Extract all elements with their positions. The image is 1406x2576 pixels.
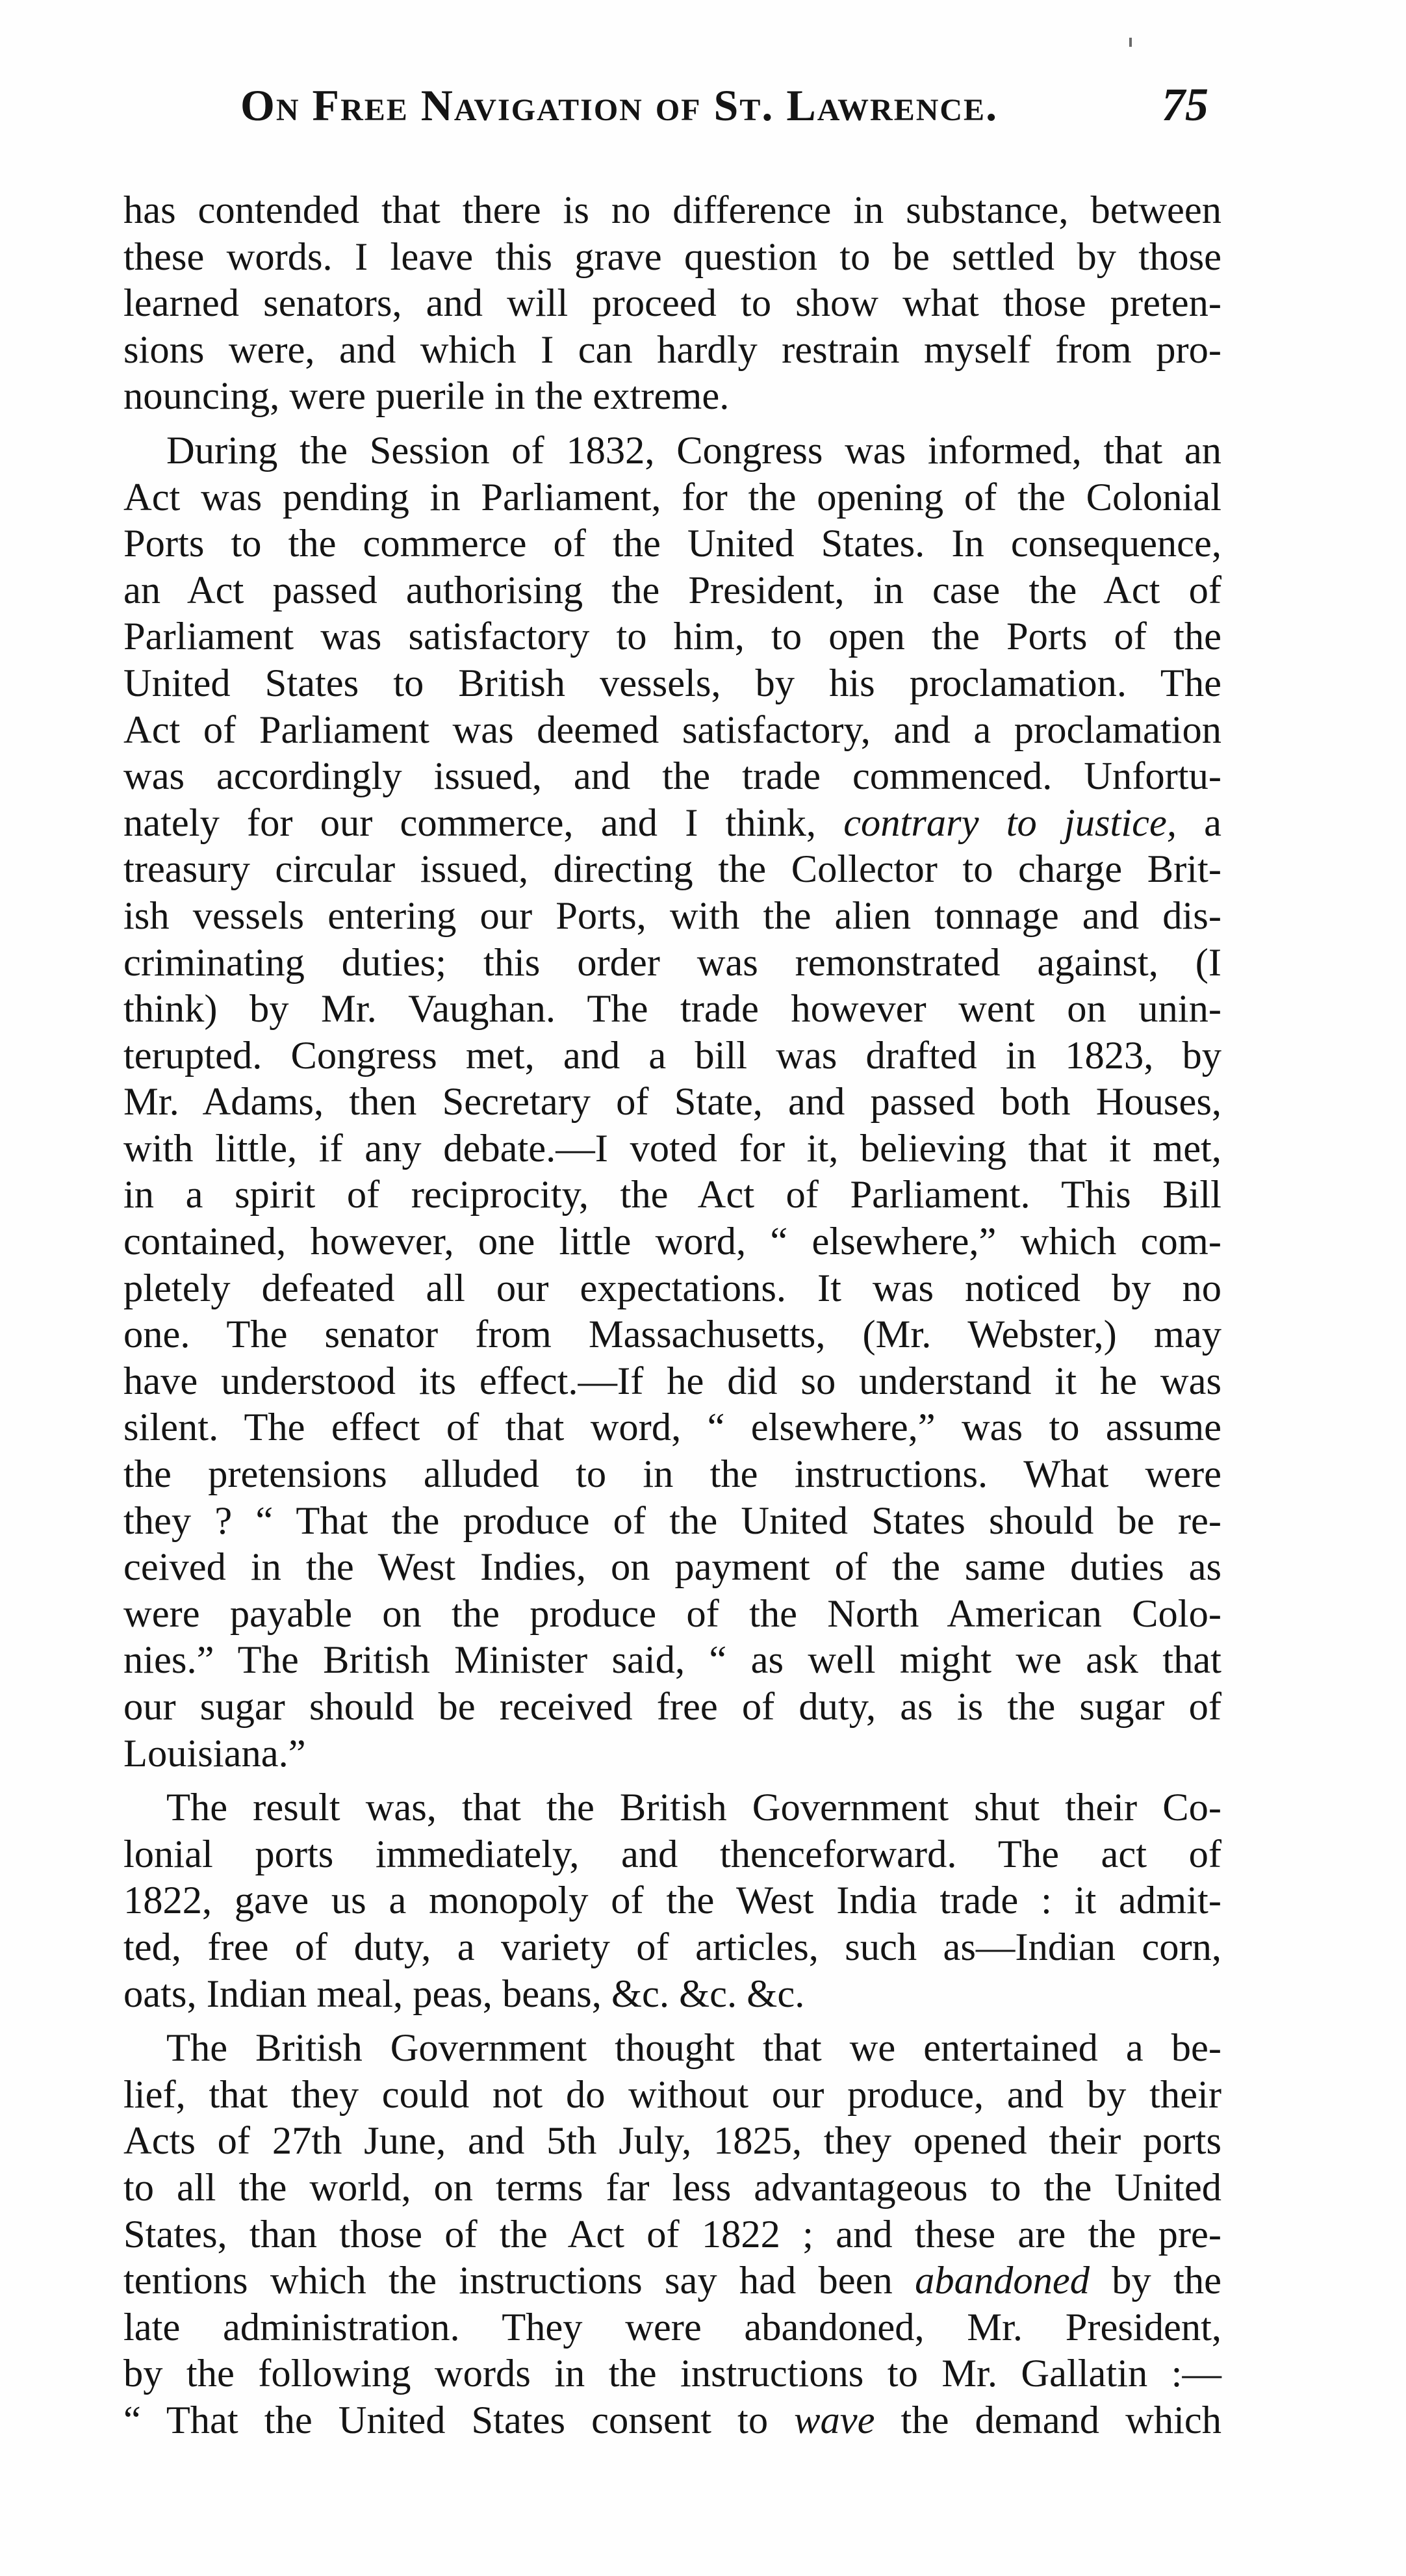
body-text (123, 187, 1221, 2452)
text-line: these words. I leave this grave question to be settled by those (123, 235, 1221, 279)
text-line: with little, if any debate.—I voted for it, believing that it met, (123, 1126, 1221, 1170)
text-line: late administration. They were abandoned, Mr. President, (123, 2305, 1221, 2349)
text-line-with-emphasis (123, 2397, 1221, 2444)
text-line-with-emphasis (123, 800, 1221, 847)
text-line: oats, Indian meal, peas, beans, &c. &c. &c. (123, 1972, 805, 2016)
text-line: was accordingly issued, and the trade commenced. Unfortu- (123, 754, 1221, 799)
text-line: by the following words in the instructions to Mr. Gallatin :— (123, 2352, 1221, 2396)
text-segment: tentions which the instructions say had been (123, 2259, 915, 2303)
text-line: The British Government thought that we entertained a be- (166, 2026, 1221, 2070)
page-number: 75 (1162, 79, 1208, 131)
text-line-with-emphasis (123, 2258, 1221, 2304)
text-line: nies.” The British Minister said, “ as well might we ask that (123, 1638, 1221, 1682)
text-line: lonial ports immediately, and thenceforward. The act of (123, 1832, 1221, 1876)
text-line: think) by Mr. Vaughan. The trade however went on unin- (123, 987, 1221, 1031)
ink-speck (1129, 38, 1132, 47)
text-line: one. The senator from Massachusetts, (Mr. Webster,) may (123, 1313, 1221, 1357)
text-line: During the Session of 1832, Congress was informed, that an (166, 428, 1221, 472)
paragraph-1 (123, 187, 1221, 420)
text-line: lief, that they could not do without our produce, and by their (123, 2072, 1221, 2117)
text-segment: nately for our commerce, and I think, (123, 801, 844, 845)
paragraph-4 (123, 2025, 1221, 2443)
paragraph-2 (123, 428, 1221, 1777)
text-line: silent. The effect of that word, “ elsewhere,” was to assume (123, 1406, 1221, 1450)
running-head: On Free Navigation of St. Lawrence. (240, 81, 999, 130)
text-line: Ports to the commerce of the United States. In consequence, (123, 522, 1221, 566)
text-line: has contended that there is no difference in substance, between (123, 188, 1221, 232)
italic-phrase: contrary to justice, (843, 801, 1177, 845)
text-line: criminating duties; this order was remonstrated against, (I (123, 940, 1221, 985)
text-line: The result was, that the British Government shut their Co- (166, 1786, 1221, 1830)
italic-word: wave (794, 2398, 875, 2442)
text-line: ceived in the West Indies, on payment of the same duties as (123, 1545, 1221, 1590)
text-line: have understood its effect.—If he did so understand it he was (123, 1359, 1221, 1403)
text-line: they ? “ That the produce of the United States should be re- (123, 1499, 1221, 1543)
text-line: terupted. Congress met, and a bill was drafted in 1823, by (123, 1033, 1221, 1077)
text-line: to all the world, on terms far less advantageous to the United (123, 2165, 1221, 2209)
text-line: Mr. Adams, then Secretary of State, and passed both Houses, (123, 1080, 1221, 1124)
text-line: an Act passed authorising the President, in case the Act of (123, 568, 1221, 612)
text-line: in a spirit of reciprocity, the Act of Parliament. This Bill (123, 1173, 1221, 1217)
text-line: pletely defeated all our expectations. It was noticed by no (123, 1266, 1221, 1310)
text-line: sions were, and which I can hardly restrain myself from pro- (123, 328, 1221, 372)
text-line: Act of Parliament was deemed satisfactory, and a proclamation (123, 708, 1221, 752)
text-line: ish vessels entering our Ports, with the alien tonnage and dis- (123, 894, 1221, 938)
text-line: learned senators, and will proceed to show what those preten- (123, 281, 1221, 326)
text-line: the pretensions alluded to in the instructions. What were (123, 1452, 1221, 1497)
text-segment: the demand which (875, 2398, 1221, 2442)
text-segment: “ That the United States consent to (123, 2398, 795, 2442)
text-segment: a (1176, 801, 1221, 845)
text-line: contained, however, one little word, “ elsewhere,” which com- (123, 1220, 1221, 1264)
text-line: 1822, gave us a monopoly of the West India trade : it admit- (123, 1879, 1221, 1923)
page-header (123, 78, 1221, 156)
text-line: United States to British vessels, by his proclamation. The (123, 661, 1221, 705)
text-line: nouncing, were puerile in the extreme. (123, 374, 730, 419)
text-line: States, than those of the Act of 1822 ; and these are the pre- (123, 2212, 1221, 2256)
italic-word: abandoned (915, 2259, 1090, 2303)
text-line: ted, free of duty, a variety of articles, such as—Indian corn, (123, 1925, 1221, 1969)
text-line: Acts of 27th June, and 5th July, 1825, they opened their ports (123, 2119, 1221, 2163)
text-line: Louisiana.” (123, 1731, 306, 1775)
text-line: were payable on the produce of the North American Colo- (123, 1591, 1221, 1636)
paragraph-3 (123, 1784, 1221, 2017)
text-line: our sugar should be received free of duty, as is the sugar of (123, 1685, 1221, 1729)
text-segment: by the (1089, 2259, 1221, 2303)
text-line: Parliament was satisfactory to him, to open the Ports of the (123, 615, 1221, 659)
text-line: treasury circular issued, directing the Collector to charge Brit- (123, 847, 1221, 892)
text-line: Act was pending in Parliament, for the opening of the Colonial (123, 475, 1221, 519)
